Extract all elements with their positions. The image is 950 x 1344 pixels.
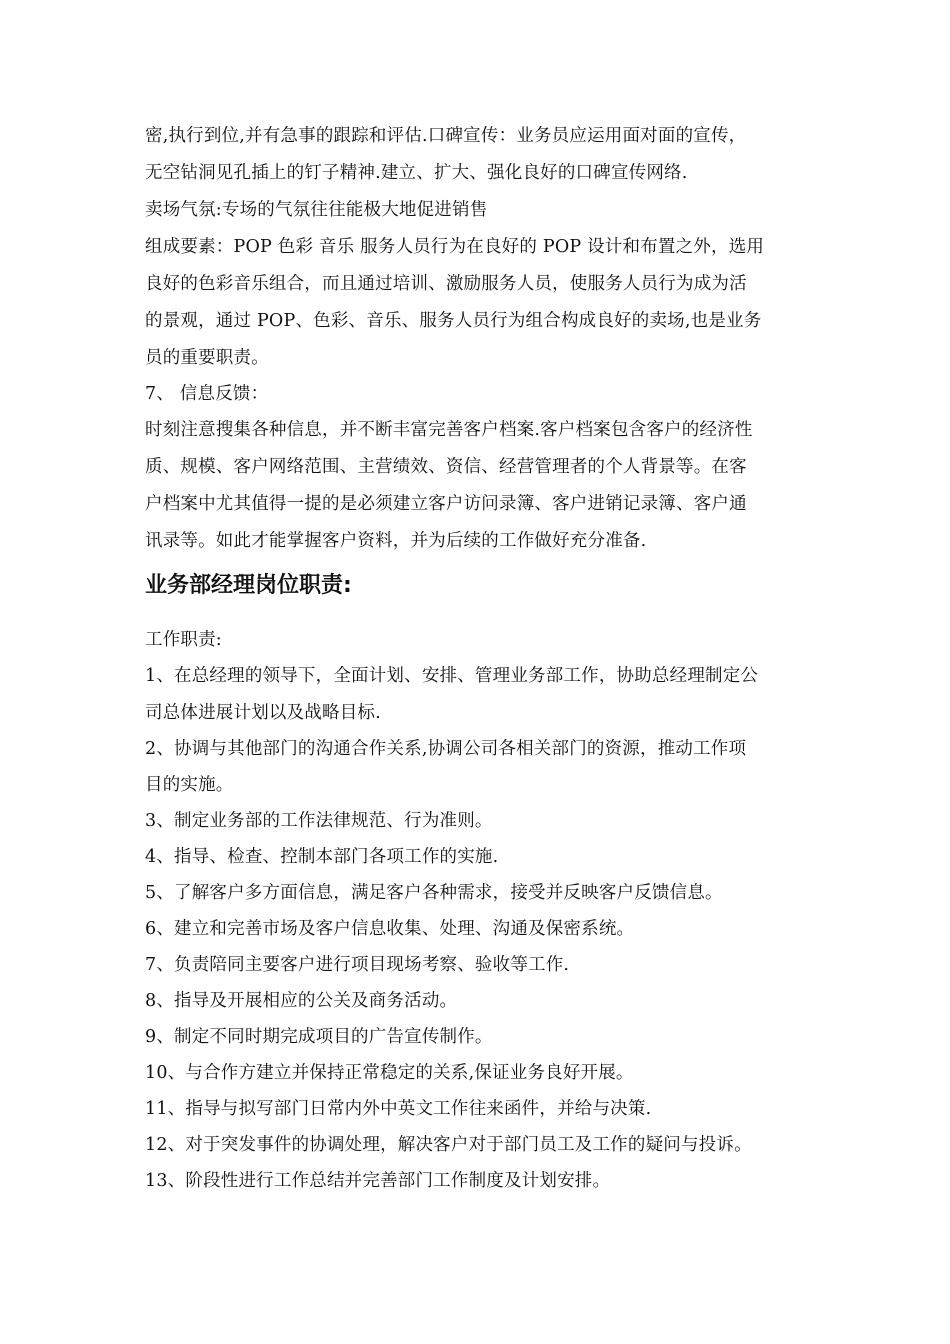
- duty-item: 8、指导及开展相应的公关及商务活动。: [145, 991, 458, 1011]
- duty-item: 3、制定业务部的工作法律规范、行为准则。: [145, 811, 493, 831]
- paragraph-line: 卖场气氛:专场的气氛往往能极大地促进销售: [145, 200, 488, 220]
- list-item-heading: 7、 信息反馈：: [145, 384, 269, 404]
- duty-item: 司总体进展计划以及战略目标.: [145, 703, 381, 723]
- duty-item: 13、阶段性进行工作总结并完善部门工作制度及计划安排。: [145, 1171, 611, 1191]
- duty-item: 7、负责陪同主要客户进行项目现场考察、验收等工作.: [145, 955, 570, 975]
- duty-item: 5、了解客户多方面信息，满足客户各种需求，接受并反映客户反馈信息。: [145, 883, 723, 903]
- duty-item: 6、建立和完善市场及客户信息收集、处理、沟通及保密系统。: [145, 919, 635, 939]
- paragraph-line: 的景观，通过 POP、色彩、音乐、服务人员行为组合构成良好的卖场,也是业务: [145, 311, 762, 331]
- paragraph-line: 密,执行到位,并有急事的跟踪和评估.口碑宣传：业务员应运用面对面的宣传，: [145, 126, 747, 146]
- duty-item: 11、指导与拟写部门日常内外中英文工作往来函件，并给与决策.: [145, 1099, 652, 1119]
- paragraph-line: 质、规模、客户网络范围、主营绩效、资信、经营管理者的个人背景等。在客: [145, 457, 747, 477]
- duty-item: 1、在总经理的领导下，全面计划、安排、管理业务部工作，协助总经理制定公: [145, 666, 759, 686]
- paragraph-line: 户档案中尤其值得一提的是必须建立客户访问录簿、客户进销记录簿、客户通: [145, 494, 747, 514]
- section-heading: 业务部经理岗位职责:: [145, 573, 352, 598]
- paragraph-line: 良好的色彩音乐组合，而且通过培训、激励服务人员，使服务人员行为成为活: [145, 274, 747, 294]
- duty-label: 工作职责:: [145, 630, 222, 650]
- duty-item: 9、制定不同时期完成项目的广告宣传制作。: [145, 1027, 493, 1047]
- paragraph-line: 讯录等。如此才能掌握客户资料，并为后续的工作做好充分准备.: [145, 531, 647, 551]
- paragraph-line: 时刻注意搜集各种信息，并不断丰富完善客户档案.客户档案包含客户的经济性: [145, 420, 753, 440]
- duty-item: 4、指导、检查、控制本部门各项工作的实施.: [145, 847, 499, 867]
- duty-item: 目的实施。: [145, 775, 234, 795]
- paragraph-line: 无空钻洞见孔插上的钉子精神.建立、扩大、强化良好的口碑宣传网络.: [145, 163, 688, 183]
- duty-item: 10、与合作方建立并保持正常稳定的关系,保证业务良好开展。: [145, 1063, 634, 1083]
- paragraph-line: 员的重要职责。: [145, 348, 269, 368]
- duty-item: 2、协调与其他部门的沟通合作关系,协调公司各相关部门的资源，推动工作项: [145, 739, 747, 759]
- duty-item: 12、对于突发事件的协调处理，解决客户对于部门员工及工作的疑问与投诉。: [145, 1135, 752, 1155]
- paragraph-line: 组成要素：POP 色彩 音乐 服务人员行为在良好的 POP 设计和布置之外，选用: [145, 237, 765, 257]
